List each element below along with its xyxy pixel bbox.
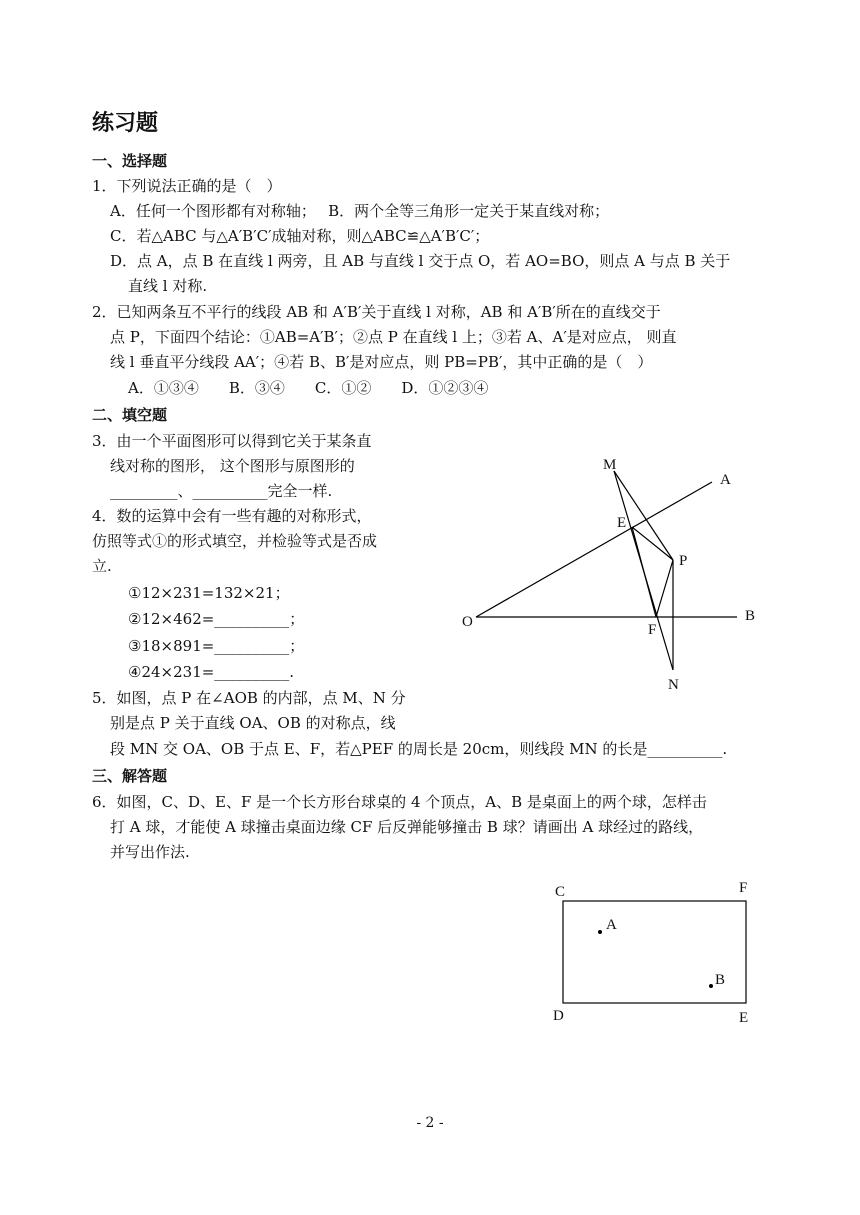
q3-line1: 3．由一个平面图形可以得到它关于某条直 — [92, 432, 372, 450]
q6-line1: 6．如图，C、D、E、F 是一个长方形台球桌的 4 个顶点，A、B 是桌面上的两个球，怎样击 — [92, 793, 707, 811]
q5-line1: 5．如图，点 P 在∠AOB 的内部，点 M、N 分 — [92, 689, 406, 707]
label-B: B — [745, 608, 756, 624]
q1-options-ab: A．任何一个图形都有对称轴； B．两个全等三角形一定关于某直线对称； — [110, 202, 610, 220]
label-P: P — [679, 553, 688, 569]
ball-B — [709, 984, 713, 988]
q2-line3: 线 l 垂直平分线段 AA′；④若 B、B′是对应点，则 PB=PB′，其中正确的是（ ） — [110, 353, 653, 371]
section-heading-choice: 一、选择题 — [92, 152, 168, 170]
q5-line3: 段 MN 交 OA、OB 于点 E、F，若△PEF 的周长是 20cm，则线段 MN 的长是__________. — [110, 740, 728, 758]
q4-line3: 立. — [92, 557, 112, 575]
q2-options: A．①③④ B．③④ C．①② D．①②③④ — [128, 379, 489, 397]
ball-A — [598, 930, 602, 934]
q4-equation-3: ③18×891=__________； — [128, 637, 305, 655]
q1-option-d-line1: D．点 A，点 B 在直线 l 两旁，且 AB 与直线 l 交于点 O，若 AO=BO，则点 A 与点 B 关于 — [110, 252, 731, 270]
label-F: F — [648, 622, 657, 638]
q6-line2: 打 A 球，才能使 A 球撞击桌面边缘 CF 后反弹能够撞击 B 球？请画出 A 球经过的路线， — [110, 818, 704, 836]
segment-PF — [656, 560, 673, 617]
q4-line1: 4．数的运算中会有一些有趣的对称形式， — [92, 507, 372, 525]
q3-line3: _________、__________完全一样. — [110, 482, 333, 500]
section-heading-solve: 三、解答题 — [92, 767, 168, 785]
q2-line2: 点 P，下面四个结论：①AB=A′B′；②点 P 在直线 l 上；③若 A、A′是对应点， 则直 — [110, 328, 677, 346]
segment-EP — [632, 527, 673, 560]
q5-line2: 别是点 P 关于直线 OA、OB 的对称点，线 — [110, 714, 396, 732]
section-heading-fill: 二、填空题 — [92, 406, 168, 424]
label-E-corner: E — [739, 1010, 749, 1026]
q1-option-c: C．若△ABC 与△A′B′C′成轴对称，则△ABC≌△A′B′C′； — [110, 227, 490, 245]
page-number: - 2 - — [416, 1115, 444, 1131]
q1-option-d-line2: 直线 l 对称. — [128, 277, 208, 295]
q4-equation-2: ②12×462=__________； — [128, 610, 305, 628]
label-O: O — [462, 614, 473, 630]
label-E: E — [617, 515, 627, 531]
label-A: A — [720, 472, 731, 488]
segment-MN — [614, 471, 673, 670]
q4-line2: 仿照等式①的形式填空，并检验等式是否成 — [92, 532, 378, 550]
label-M: M — [603, 457, 617, 473]
label-C: C — [555, 884, 566, 900]
label-D: D — [553, 1008, 564, 1024]
q6-line3: 并写出作法. — [110, 843, 190, 861]
ray-OA — [476, 482, 712, 617]
page-title: 练习题 — [92, 111, 159, 136]
label-N: N — [668, 677, 679, 693]
q1-stem: 1．下列说法正确的是（ ） — [92, 177, 282, 195]
segment-EF — [632, 527, 656, 617]
label-ball-B: B — [715, 972, 726, 988]
label-F-corner: F — [739, 880, 748, 896]
q4-equation-1: ①12×231=132×21； — [128, 584, 290, 602]
q4-equation-4: ④24×231=__________. — [128, 663, 295, 681]
label-ball-A: A — [606, 917, 617, 933]
q3-line2: 线对称的图形， 这个图形与原图形的 — [110, 457, 355, 475]
q2-line1: 2．已知两条互不平行的线段 AB 和 A′B′关于直线 l 对称，AB 和 A′B′所在的直线交于 — [92, 303, 661, 321]
